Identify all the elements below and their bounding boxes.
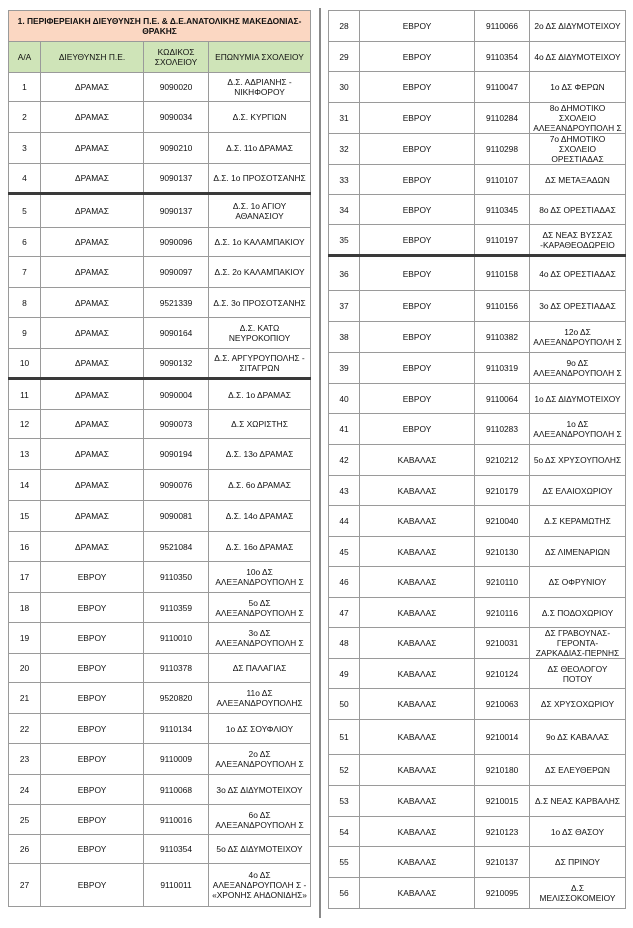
row-school-code: 9210212 (475, 445, 530, 476)
row-directorate: ΚΑΒΑΛΑΣ (360, 847, 475, 878)
row-directorate: ΔΡΑΜΑΣ (41, 133, 144, 164)
row-school-code: 9210137 (475, 847, 530, 878)
row-number: 50 (329, 689, 360, 720)
row-school-code: 9090137 (144, 194, 209, 228)
row-school-name: 1ο ΔΣ ΘΑΣΟΥ (530, 817, 626, 847)
row-school-code: 9110354 (475, 42, 530, 72)
row-directorate: ΚΑΒΑΛΑΣ (360, 720, 475, 755)
row-number: 53 (329, 786, 360, 817)
row-directorate: ΕΒΡΟΥ (360, 353, 475, 384)
row-number: 4 (9, 164, 41, 194)
row-directorate: ΕΒΡΟΥ (360, 256, 475, 291)
row-school-code: 9210124 (475, 659, 530, 689)
table-row (329, 165, 626, 195)
row-directorate: ΔΡΑΜΑΣ (41, 102, 144, 133)
row-school-code: 9110345 (475, 195, 530, 225)
row-school-name: 1ο ΔΣ ΔΙΔΥΜΟΤΕΙΧΟΥ (530, 384, 626, 414)
row-number: 12 (9, 410, 41, 439)
row-number: 38 (329, 322, 360, 353)
row-number: 35 (329, 225, 360, 256)
row-school-name: ΔΣ ΕΛΑΙΟΧΩΡΙΟΥ (530, 476, 626, 506)
table-row (329, 628, 626, 659)
row-school-name: 2ο ΔΣ ΑΛΕΞΑΝΔΡΟΥΠΟΛΗ Σ (209, 744, 311, 775)
row-school-name: 6ο ΔΣ ΑΛΕΞΑΝΔΡΟΥΠΟΛΗ Σ (209, 805, 311, 835)
table-row (329, 476, 626, 506)
row-school-code: 9521339 (144, 288, 209, 318)
row-school-name: 1ο ΔΣ ΦΕΡΩΝ (530, 72, 626, 103)
row-number: 31 (329, 103, 360, 134)
row-directorate: ΕΒΡΟΥ (360, 384, 475, 414)
table-row (329, 817, 626, 847)
table-row (9, 73, 311, 102)
table-row (9, 623, 311, 654)
row-number: 33 (329, 165, 360, 195)
row-school-name: 1ο ΔΣ ΑΛΕΞΑΝΔΡΟΥΠΟΛΗ Σ (530, 414, 626, 445)
row-number: 5 (9, 194, 41, 228)
title-row (9, 11, 311, 42)
row-directorate: ΕΒΡΟΥ (360, 322, 475, 353)
row-directorate: ΕΒΡΟΥ (41, 654, 144, 683)
table-row (9, 257, 311, 288)
row-school-name: 3ο ΔΣ ΑΛΕΞΑΝΔΡΟΥΠΟΛΗ Σ (209, 623, 311, 654)
table-row (9, 194, 311, 228)
table-row (9, 654, 311, 683)
row-number: 52 (329, 755, 360, 786)
row-school-name: 5ο ΔΣ ΔΙΔΥΜΟΤΕΙΧΟΥ (209, 835, 311, 864)
table-row (9, 379, 311, 410)
row-directorate: ΚΑΒΑΛΑΣ (360, 506, 475, 537)
row-number: 26 (9, 835, 41, 864)
table-row (329, 598, 626, 628)
row-school-code: 9110009 (144, 744, 209, 775)
row-number: 29 (329, 42, 360, 72)
row-school-code: 9090164 (144, 318, 209, 349)
right-table-panel (328, 10, 625, 909)
table-row (329, 256, 626, 291)
row-number: 11 (9, 379, 41, 410)
row-directorate: ΚΑΒΑΛΑΣ (360, 755, 475, 786)
row-number: 23 (9, 744, 41, 775)
table-row (329, 506, 626, 537)
table-row (329, 225, 626, 256)
row-school-code: 9090210 (144, 133, 209, 164)
row-school-name: Δ.Σ. 2ο ΚΑΛΑΜΠΑΚΙΟΥ (209, 257, 311, 288)
table-row (9, 470, 311, 501)
table-row (9, 864, 311, 907)
row-school-name: ΔΣ ΠΡΙΝΟΥ (530, 847, 626, 878)
header-school-name: ΕΠΩΝΥΜΙΑ ΣΧΟΛΕΙΟΥ (209, 42, 311, 73)
row-school-code: 9090004 (144, 379, 209, 410)
row-school-name: Δ.Σ. 1ο ΔΡΑΜΑΣ (209, 379, 311, 410)
row-school-code: 9520820 (144, 683, 209, 714)
row-school-code: 9210014 (475, 720, 530, 755)
row-school-name: Δ.Σ. ΚΥΡΓΙΩΝ (209, 102, 311, 133)
row-directorate: ΚΑΒΑΛΑΣ (360, 537, 475, 567)
row-school-code: 9110283 (475, 414, 530, 445)
row-number: 45 (329, 537, 360, 567)
row-school-name: 4ο ΔΣ ΑΛΕΞΑΝΔΡΟΥΠΟΛΗ Σ - «ΧΡΟΝΗΣ ΑΗΔΟΝΙΔΗΣ» (209, 864, 311, 907)
schools-table-right (328, 10, 626, 909)
row-directorate: ΚΑΒΑΛΑΣ (360, 567, 475, 598)
row-directorate: ΕΒΡΟΥ (360, 42, 475, 72)
row-school-name: 4ο ΔΣ ΔΙΔΥΜΟΤΕΙΧΟΥ (530, 42, 626, 72)
row-number: 18 (9, 593, 41, 623)
row-number: 9 (9, 318, 41, 349)
row-number: 21 (9, 683, 41, 714)
row-directorate: ΔΡΑΜΑΣ (41, 164, 144, 194)
row-school-code: 9210031 (475, 628, 530, 659)
row-school-name: Δ.Σ. 13ο ΔΡΑΜΑΣ (209, 439, 311, 470)
row-school-code: 9210095 (475, 878, 530, 909)
row-school-name: ΔΣ ΝΕΑΣ ΒΥΣΣΑΣ -ΚΑΡΑΘΕΟΔΩΡΕΙΟ (530, 225, 626, 256)
table-row (9, 102, 311, 133)
row-directorate: ΚΑΒΑΛΑΣ (360, 598, 475, 628)
row-number: 42 (329, 445, 360, 476)
row-number: 41 (329, 414, 360, 445)
row-school-name: 4ο ΔΣ ΟΡΕΣΤΙΑΔΑΣ (530, 256, 626, 291)
row-directorate: ΔΡΑΜΑΣ (41, 257, 144, 288)
row-school-code: 9210040 (475, 506, 530, 537)
row-school-code: 9210123 (475, 817, 530, 847)
table-row (9, 805, 311, 835)
row-school-name: 11ο ΔΣ ΑΛΕΞΑΝΔΡΟΥΠΟΛΗΣ (209, 683, 311, 714)
row-school-code: 9110158 (475, 256, 530, 291)
table-row (9, 683, 311, 714)
table-row (9, 288, 311, 318)
row-number: 28 (329, 11, 360, 42)
row-school-name: Δ.Σ. 6ο ΔΡΑΜΑΣ (209, 470, 311, 501)
row-number: 8 (9, 288, 41, 318)
row-number: 49 (329, 659, 360, 689)
row-school-name: Δ.Σ ΝΕΑΣ ΚΑΡΒΑΛΗΣ (530, 786, 626, 817)
row-school-name: 10ο ΔΣ ΑΛΕΞΑΝΔΡΟΥΠΟΛΗ Σ (209, 562, 311, 593)
table-row (329, 11, 626, 42)
row-directorate: ΔΡΑΜΑΣ (41, 288, 144, 318)
row-directorate: ΕΒΡΟΥ (41, 864, 144, 907)
row-school-name: 2ο ΔΣ ΔΙΔΥΜΟΤΕΙΧΟΥ (530, 11, 626, 42)
row-school-name: 9ο ΔΣ ΚΑΒΑΛΑΣ (530, 720, 626, 755)
row-school-code: 9210130 (475, 537, 530, 567)
row-number: 34 (329, 195, 360, 225)
table-row (329, 755, 626, 786)
row-number: 15 (9, 501, 41, 532)
row-directorate: ΔΡΑΜΑΣ (41, 410, 144, 439)
row-school-name: Δ.Σ. 11ο ΔΡΑΜΑΣ (209, 133, 311, 164)
row-school-name: Δ.Σ ΜΕΛΙΣΣΟΚΟΜΕΙΟΥ (530, 878, 626, 909)
row-directorate: ΕΒΡΟΥ (360, 195, 475, 225)
table-row (329, 103, 626, 134)
table-row (329, 384, 626, 414)
left-table-panel (8, 10, 310, 907)
row-number: 14 (9, 470, 41, 501)
row-school-code: 9090076 (144, 470, 209, 501)
row-school-code: 9090081 (144, 501, 209, 532)
row-school-name: Δ.Σ. 1ο ΚΑΛΑΜΠΑΚΙΟΥ (209, 228, 311, 257)
row-school-name: 8ο ΔΗΜΟΤΙΚΟ ΣΧΟΛΕΙΟ ΑΛΕΞΑΝΔΡΟΥΠΟΛΗ Σ (530, 103, 626, 134)
row-directorate: ΕΒΡΟΥ (360, 414, 475, 445)
row-school-name: 12ο ΔΣ ΑΛΕΞΑΝΔΡΟΥΠΟΛΗ Σ (530, 322, 626, 353)
row-school-code: 9090097 (144, 257, 209, 288)
row-number: 51 (329, 720, 360, 755)
row-school-code: 9110011 (144, 864, 209, 907)
table-row (329, 353, 626, 384)
table-row (329, 720, 626, 755)
table-row (329, 847, 626, 878)
row-directorate: ΚΑΒΑΛΑΣ (360, 689, 475, 720)
row-directorate: ΕΒΡΟΥ (41, 683, 144, 714)
row-school-code: 9110382 (475, 322, 530, 353)
row-directorate: ΔΡΑΜΑΣ (41, 379, 144, 410)
row-school-code: 9110016 (144, 805, 209, 835)
row-directorate: ΔΡΑΜΑΣ (41, 349, 144, 379)
row-school-code: 9110298 (475, 134, 530, 165)
row-school-code: 9110068 (144, 775, 209, 805)
row-school-name: Δ.Σ. 1ο ΠΡΟΣΟΤΣΑΝΗΣ (209, 164, 311, 194)
row-school-name: ΔΣ ΕΛΕΥΘΕΡΩΝ (530, 755, 626, 786)
row-number: 56 (329, 878, 360, 909)
row-school-code: 9110350 (144, 562, 209, 593)
row-school-code: 9110319 (475, 353, 530, 384)
row-school-name: ΔΣ ΛΙΜΕΝΑΡΙΩΝ (530, 537, 626, 567)
row-school-code: 9090034 (144, 102, 209, 133)
row-school-name: ΔΣ ΜΕΤΑΞΑΔΩΝ (530, 165, 626, 195)
row-directorate: ΕΒΡΟΥ (360, 103, 475, 134)
table-row (329, 878, 626, 909)
table-row (329, 291, 626, 322)
row-directorate: ΚΑΒΑΛΑΣ (360, 817, 475, 847)
row-number: 27 (9, 864, 41, 907)
row-school-code: 9210110 (475, 567, 530, 598)
table-row (329, 72, 626, 103)
table-row (329, 414, 626, 445)
row-number: 24 (9, 775, 41, 805)
table-row (9, 228, 311, 257)
row-school-name: ΔΣ ΓΡΑΒΟΥΝΑΣ-ΓΕΡΟΝΤΑ- ΖΑΡΚΑΔΙΑΣ-ΠΕΡΝΗΣ (530, 628, 626, 659)
row-number: 19 (9, 623, 41, 654)
row-directorate: ΕΒΡΟΥ (360, 134, 475, 165)
table-row (9, 318, 311, 349)
row-directorate: ΚΑΒΑΛΑΣ (360, 445, 475, 476)
row-school-name: Δ.Σ. ΑΔΡΙΑΝΗΣ - ΝΙΚΗΦΟΡΟΥ (209, 73, 311, 102)
row-school-name: ΔΣ ΟΦΡΥΝΙΟΥ (530, 567, 626, 598)
table-row (9, 133, 311, 164)
row-school-code: 9110156 (475, 291, 530, 322)
row-directorate: ΔΡΑΜΑΣ (41, 501, 144, 532)
row-directorate: ΚΑΒΑΛΑΣ (360, 476, 475, 506)
row-school-name: Δ.Σ. ΚΑΤΩ ΝΕΥΡΟΚΟΠΙΟΥ (209, 318, 311, 349)
row-directorate: ΕΒΡΟΥ (360, 165, 475, 195)
row-school-name: 5ο ΔΣ ΧΡΥΣΟΥΠΟΛΗΣ (530, 445, 626, 476)
row-school-name: Δ.Σ. 14ο ΔΡΑΜΑΣ (209, 501, 311, 532)
table-row (329, 322, 626, 353)
schools-table-left (8, 10, 311, 907)
row-number: 47 (329, 598, 360, 628)
row-school-code: 9110197 (475, 225, 530, 256)
table-row (329, 42, 626, 72)
row-school-code: 9210063 (475, 689, 530, 720)
column-divider (319, 8, 321, 918)
row-school-name: 3ο ΔΣ ΔΙΔΥΜΟΤΕΙΧΟΥ (209, 775, 311, 805)
row-directorate: ΕΒΡΟΥ (41, 562, 144, 593)
row-directorate: ΚΑΒΑΛΑΣ (360, 878, 475, 909)
row-number: 20 (9, 654, 41, 683)
row-school-code: 9210179 (475, 476, 530, 506)
row-number: 7 (9, 257, 41, 288)
row-directorate: ΔΡΑΜΑΣ (41, 532, 144, 562)
row-school-code: 9090137 (144, 164, 209, 194)
row-number: 44 (329, 506, 360, 537)
row-number: 32 (329, 134, 360, 165)
row-directorate: ΕΒΡΟΥ (41, 623, 144, 654)
row-directorate: ΔΡΑΜΑΣ (41, 439, 144, 470)
row-school-code: 9210180 (475, 755, 530, 786)
table-row (329, 786, 626, 817)
table-row (329, 659, 626, 689)
row-number: 40 (329, 384, 360, 414)
row-school-code: 9110378 (144, 654, 209, 683)
row-number: 39 (329, 353, 360, 384)
row-directorate: ΕΒΡΟΥ (41, 593, 144, 623)
row-directorate: ΕΒΡΟΥ (360, 225, 475, 256)
row-directorate: ΕΒΡΟΥ (41, 744, 144, 775)
row-school-code: 9110066 (475, 11, 530, 42)
row-directorate: ΔΡΑΜΑΣ (41, 228, 144, 257)
row-school-code: 9110010 (144, 623, 209, 654)
row-number: 43 (329, 476, 360, 506)
table-row (9, 593, 311, 623)
row-school-code: 9110107 (475, 165, 530, 195)
row-school-code: 9090020 (144, 73, 209, 102)
table-row (329, 537, 626, 567)
header-row (9, 42, 311, 73)
row-school-code: 9090096 (144, 228, 209, 257)
row-number: 2 (9, 102, 41, 133)
row-directorate: ΚΑΒΑΛΑΣ (360, 786, 475, 817)
row-school-name: 7ο ΔΗΜΟΤΙΚΟ ΣΧΟΛΕΙΟ ΟΡΕΣΤΙΑΔΑΣ (530, 134, 626, 165)
row-number: 46 (329, 567, 360, 598)
row-directorate: ΔΡΑΜΑΣ (41, 194, 144, 228)
row-directorate: ΕΒΡΟΥ (360, 291, 475, 322)
row-school-code: 9110359 (144, 593, 209, 623)
row-school-code: 9110064 (475, 384, 530, 414)
table-row (329, 134, 626, 165)
row-number: 3 (9, 133, 41, 164)
row-directorate: ΕΒΡΟΥ (41, 714, 144, 744)
row-school-name: 9ο ΔΣ ΑΛΕΞΑΝΔΡΟΥΠΟΛΗ Σ (530, 353, 626, 384)
table-title: 1. ΠΕΡΙΦΕΡΕΙΑΚΗ ΔΙΕΥΘΥΝΣΗ Π.Ε. & Δ.Ε.ΑΝΑΤΟΛΙΚΗΣ ΜΑΚΕΔΟΝΙΑΣ-ΘΡΑΚΗΣ (9, 11, 311, 42)
row-school-name: Δ.Σ. 1ο ΑΓΙΟΥ ΑΘΑΝΑΣΙΟΥ (209, 194, 311, 228)
row-school-name: ΔΣ ΧΡΥΣΟΧΩΡΙΟΥ (530, 689, 626, 720)
row-directorate: ΕΒΡΟΥ (360, 11, 475, 42)
table-row (9, 349, 311, 379)
row-school-code: 9090132 (144, 349, 209, 379)
row-school-code: 9210116 (475, 598, 530, 628)
table-row (9, 439, 311, 470)
row-school-name: Δ.Σ. 16ο ΔΡΑΜΑΣ (209, 532, 311, 562)
row-directorate: ΕΒΡΟΥ (360, 72, 475, 103)
row-school-code: 9110134 (144, 714, 209, 744)
row-school-code: 9110047 (475, 72, 530, 103)
row-school-code: 9110284 (475, 103, 530, 134)
row-school-name: 5ο ΔΣ ΑΛΕΞΑΝΔΡΟΥΠΟΛΗ Σ (209, 593, 311, 623)
table-row (329, 689, 626, 720)
row-school-name: Δ.Σ. ΑΡΓΥΡΟΥΠΟΛΗΣ - ΣΙΤΑΓΡΩΝ (209, 349, 311, 379)
row-school-code: 9090194 (144, 439, 209, 470)
table-row (329, 567, 626, 598)
row-directorate: ΕΒΡΟΥ (41, 805, 144, 835)
row-directorate: ΚΑΒΑΛΑΣ (360, 659, 475, 689)
row-number: 30 (329, 72, 360, 103)
row-directorate: ΔΡΑΜΑΣ (41, 318, 144, 349)
row-school-name: Δ.Σ ΠΟΔΟΧΩΡΙΟΥ (530, 598, 626, 628)
table-row (9, 775, 311, 805)
header-directorate: ΔΙΕΥΘΥΝΣΗ Π.Ε. (41, 42, 144, 73)
table-row (9, 835, 311, 864)
row-number: 16 (9, 532, 41, 562)
table-row (9, 744, 311, 775)
header-school-code: ΚΩΔΙΚΟΣ ΣΧΟΛΕΙΟΥ (144, 42, 209, 73)
header-aa: Α/Α (9, 42, 41, 73)
row-number: 17 (9, 562, 41, 593)
row-directorate: ΕΒΡΟΥ (41, 775, 144, 805)
row-number: 6 (9, 228, 41, 257)
row-school-name: Δ.Σ. 3ο ΠΡΟΣΟΤΣΑΝΗΣ (209, 288, 311, 318)
row-number: 25 (9, 805, 41, 835)
table-row (9, 410, 311, 439)
table-row (9, 164, 311, 194)
table-row (9, 501, 311, 532)
table-row (329, 195, 626, 225)
row-number: 37 (329, 291, 360, 322)
row-school-code: 9110354 (144, 835, 209, 864)
table-row (9, 532, 311, 562)
row-directorate: ΚΑΒΑΛΑΣ (360, 628, 475, 659)
row-number: 36 (329, 256, 360, 291)
table-row (9, 714, 311, 744)
row-school-name: 3ο ΔΣ ΟΡΕΣΤΙΑΔΑΣ (530, 291, 626, 322)
row-number: 13 (9, 439, 41, 470)
row-number: 1 (9, 73, 41, 102)
row-school-code: 9521084 (144, 532, 209, 562)
row-school-name: 1ο ΔΣ ΣΟΥΦΛΙΟΥ (209, 714, 311, 744)
row-number: 55 (329, 847, 360, 878)
row-school-name: Δ.Σ ΧΩΡΙΣΤΗΣ (209, 410, 311, 439)
row-school-name: 8ο ΔΣ ΟΡΕΣΤΙΑΔΑΣ (530, 195, 626, 225)
row-number: 10 (9, 349, 41, 379)
row-school-name: ΔΣ ΘΕΟΛΟΓΟΥ ΠΟΤΟΥ (530, 659, 626, 689)
row-number: 48 (329, 628, 360, 659)
row-directorate: ΕΒΡΟΥ (41, 835, 144, 864)
row-directorate: ΔΡΑΜΑΣ (41, 73, 144, 102)
row-directorate: ΔΡΑΜΑΣ (41, 470, 144, 501)
row-school-code: 9210015 (475, 786, 530, 817)
row-number: 22 (9, 714, 41, 744)
table-row (9, 562, 311, 593)
table-row (329, 445, 626, 476)
row-school-name: ΔΣ ΠΑΛΑΓΙΑΣ (209, 654, 311, 683)
row-school-code: 9090073 (144, 410, 209, 439)
row-number: 54 (329, 817, 360, 847)
row-school-name: Δ.Σ ΚΕΡΑΜΩΤΗΣ (530, 506, 626, 537)
